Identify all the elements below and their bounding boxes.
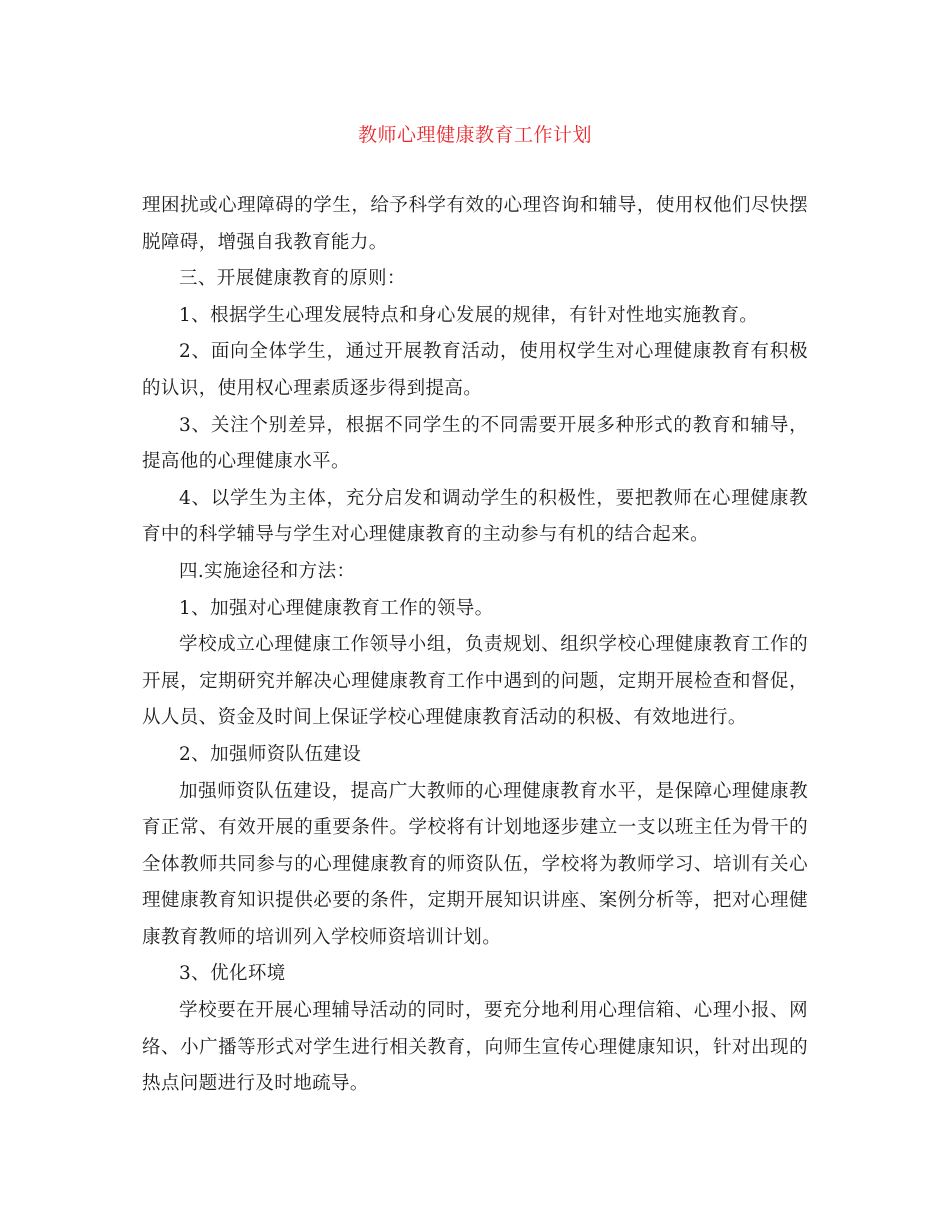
section-heading-principles: 三、开展健康教育的原则：: [179, 268, 406, 290]
principle-item-3: 3、关注个别差异，根据不同学生的不同需要开展多种形式的教育和辅导，提高他的心理健康水平。: [142, 414, 808, 473]
principle-item-1: 1、根据学生心理发展特点和身心发展的规律，有针对性地实施教育。: [179, 304, 759, 326]
principle-item-2: 2、面向全体学生，通过开展教育活动，使用权学生对心理健康教育有积极的认识，使用权心理素质逐步得到提高。: [142, 341, 808, 399]
method-heading-1: 1、加强对心理健康教育工作的领导。: [179, 597, 494, 619]
method-heading-2: 2、加强师资队伍建设: [179, 743, 362, 765]
method-paragraph-3: 学校要在开展心理辅导活动的同时，要充分地利用心理信箱、心理小报、网络、小广播等形式对学生进行相关教育，向师生宣传心理健康知识，针对出现的热点问题进行及时地疏导。: [142, 1000, 808, 1095]
method-paragraph-2: 加强师资队伍建设，提高广大教师的心理健康教育水平，是保障心理健康教育正常、有效开展的重要条件。学校将有计划地逐步建立一支以班主任为骨干的全体教师共同参与的心理健康教育的师资队伍，学校将为教师学习、培训有关心理健康教育知识提供必要的条件，定期开展知识讲座、案例分析等，把对心理健康教育教师的培训列入学校师资培训计划。: [142, 780, 808, 948]
section-heading-methods: 四.实施途径和方法：: [179, 560, 356, 582]
document-title: 教师心理健康教育工作计划: [357, 124, 592, 146]
principle-item-4: 4、以学生为主体，充分启发和调动学生的积极性，要把教师在心理健康教育中的科学辅导与学生对心理健康教育的主动参与有机的结合起来。: [142, 487, 808, 546]
paragraph-continuation: 理困扰或心理障碍的学生，给予科学有效的心理咨询和辅导，使用权他们尽快摆脱障碍，增强自我教育能力。: [142, 195, 808, 253]
document-body: [142, 188, 808, 1103]
method-heading-3: 3、优化环境: [179, 963, 286, 985]
method-paragraph-1: 学校成立心理健康工作领导小组，负责规划、组织学校心理健康教育工作的开展，定期研究并解决心理健康教育工作中遇到的问题，定期开展检查和督促，从人员、资金及时间上保证学校心理健康教育活动的积极、有效地进行。: [142, 634, 808, 729]
